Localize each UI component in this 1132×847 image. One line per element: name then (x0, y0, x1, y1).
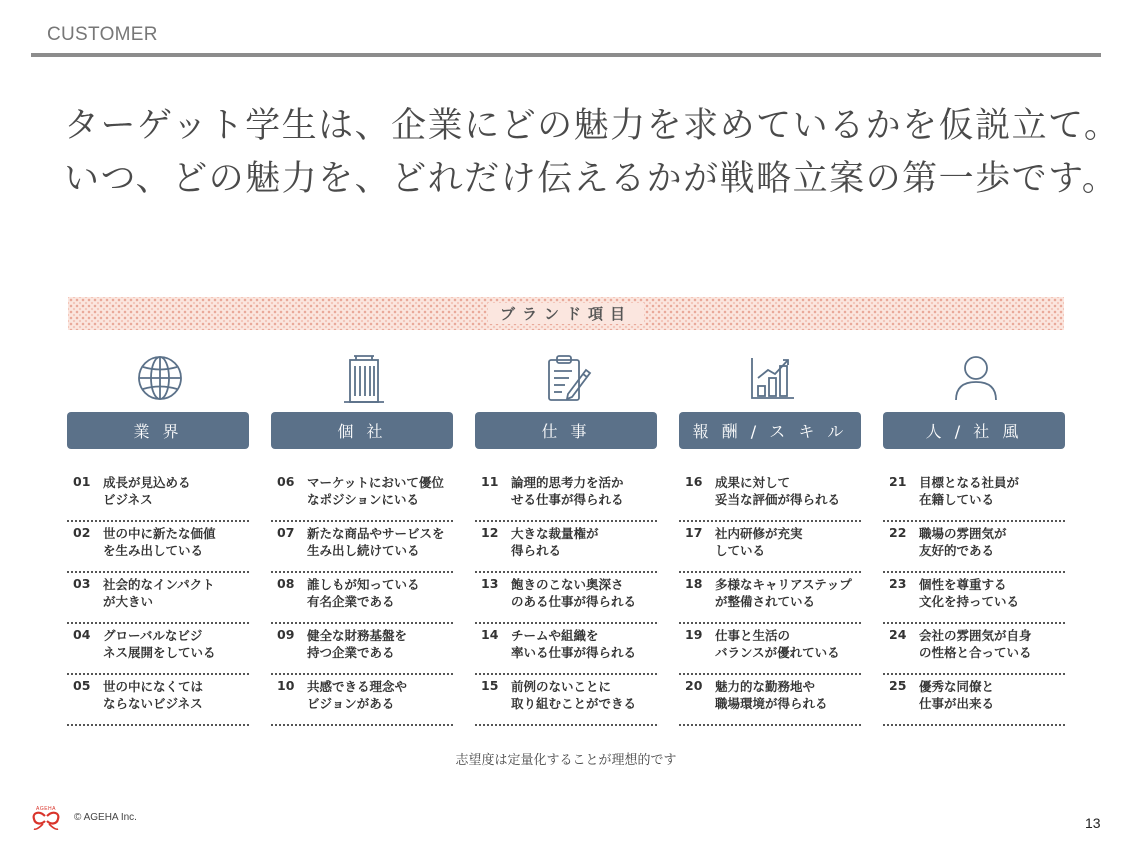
list-item (475, 675, 657, 726)
column-items (475, 471, 657, 726)
item-number: 23 (889, 576, 907, 591)
column-header: 業 界 (67, 412, 249, 449)
list-item (271, 471, 453, 522)
item-text: 社内研修が充実 している (715, 526, 803, 558)
item-text: 世の中になくては ならないビジネス (103, 679, 204, 711)
list-item (271, 624, 453, 675)
item-text: 誰しもが知っている 有名企業である (307, 577, 420, 609)
list-item (883, 573, 1065, 624)
brand-banner (68, 297, 1064, 330)
item-text: 共感できる理念や ビジョンがある (307, 679, 408, 711)
item-number: 07 (277, 525, 295, 540)
item-text: 論理的思考力を活か せる仕事が得られる (511, 475, 624, 507)
item-number: 24 (889, 627, 907, 642)
item-number: 18 (685, 576, 703, 591)
item-number: 12 (481, 525, 499, 540)
item-number: 06 (277, 474, 295, 489)
column-header: 人 / 社 風 (883, 412, 1065, 449)
list-item (883, 624, 1065, 675)
list-item (67, 471, 249, 522)
column-items (67, 471, 249, 726)
company-logo (31, 804, 61, 832)
item-number: 03 (73, 576, 91, 591)
list-item (679, 471, 861, 522)
item-number: 05 (73, 678, 91, 693)
item-text: 新たな商品やサービスを 生み出し続けている (307, 526, 445, 558)
item-number: 09 (277, 627, 295, 642)
column-items (271, 471, 453, 726)
headline (64, 100, 1121, 206)
item-number: 20 (685, 678, 703, 693)
item-number: 25 (889, 678, 907, 693)
copyright: © AGEHA Inc. (74, 812, 137, 823)
item-text: チームや組織を 率いる仕事が得られる (511, 628, 637, 660)
headline-line-2: いつ、どの魅力を、どれだけ伝えるかが戦略立案の第一歩です。 (64, 159, 1119, 199)
list-item (883, 522, 1065, 573)
list-item (475, 471, 657, 522)
person-icon (952, 352, 1000, 404)
item-text: 健全な財務基盤を 持つ企業である (307, 628, 408, 660)
list-item (679, 522, 861, 573)
list-item (475, 522, 657, 573)
list-item (475, 573, 657, 624)
list-item (883, 471, 1065, 522)
list-item (679, 675, 861, 726)
item-number: 01 (73, 474, 91, 489)
column-items (883, 471, 1065, 726)
item-number: 15 (481, 678, 499, 693)
column-header: 個 社 (271, 412, 453, 449)
brand-columns (67, 352, 1067, 732)
list-item (883, 675, 1065, 726)
list-item (67, 573, 249, 624)
item-number: 11 (481, 474, 499, 489)
list-item (271, 675, 453, 726)
list-item (67, 522, 249, 573)
list-item (67, 624, 249, 675)
item-text: 社会的なインパクト が大きい (103, 577, 215, 609)
list-item (679, 624, 861, 675)
item-number: 02 (73, 525, 91, 540)
list-item (67, 675, 249, 726)
globe-icon (136, 352, 184, 404)
item-number: 17 (685, 525, 703, 540)
item-number: 21 (889, 474, 907, 489)
item-text: 職場の雰囲気が 友好的である (919, 526, 1007, 558)
item-text: 前例のないことに 取り組むことができる (511, 679, 637, 711)
item-text: 個性を尊重する 文化を持っている (919, 577, 1020, 609)
section-label: CUSTOMER (47, 24, 158, 45)
item-text: 多様なキャリアステップ が整備されている (715, 577, 852, 609)
item-text: 仕事と生活の バランスが優れている (715, 628, 840, 660)
footnote: 志望度は定量化することが理想的です (455, 753, 677, 768)
item-text: 優秀な同僚と 仕事が出来る (919, 679, 995, 711)
item-number: 10 (277, 678, 295, 693)
bar-chart-icon (748, 352, 796, 404)
item-text: 成果に対して 妥当な評価が得られる (715, 475, 841, 507)
item-text: 飽きのこない奥深さ のある仕事が得られる (511, 577, 637, 609)
item-number: 16 (685, 474, 703, 489)
column-header: 報 酬 / ス キ ル (679, 412, 861, 449)
list-item (271, 522, 453, 573)
list-item (679, 573, 861, 624)
building-icon (340, 352, 388, 404)
brand-banner-label: ブランド項目 (488, 303, 644, 324)
item-text: 目標となる社員が 在籍している (919, 475, 1020, 507)
clipboard-pencil-icon (544, 352, 592, 404)
top-rule (31, 53, 1101, 57)
item-text: 会社の雰囲気が自身 の性格と合っている (919, 628, 1032, 660)
svg-text:AGEHA: AGEHA (35, 806, 57, 812)
item-number: 04 (73, 627, 91, 642)
column-header: 仕 事 (475, 412, 657, 449)
item-number: 22 (889, 525, 907, 540)
item-text: 大きな裁量権が 得られる (511, 526, 599, 558)
item-text: 成長が見込める ビジネス (103, 475, 191, 507)
page-number: 13 (1085, 815, 1101, 831)
list-item (271, 573, 453, 624)
column-items (679, 471, 861, 726)
item-text: マーケットにおいて優位 なポジションにいる (307, 475, 444, 507)
item-text: 魅力的な勤務地や 職場環境が得られる (715, 679, 828, 711)
item-number: 08 (277, 576, 295, 591)
list-item (475, 624, 657, 675)
item-number: 14 (481, 627, 499, 642)
headline-line-1: ターゲット学生は、企業にどの魅力を求めているかを仮説立て。 (64, 106, 1121, 146)
item-text: グローバルなビジ ネス展開をしている (103, 628, 216, 660)
item-text: 世の中に新たな価値 を生み出している (103, 526, 216, 558)
item-number: 13 (481, 576, 499, 591)
item-number: 19 (685, 627, 703, 642)
